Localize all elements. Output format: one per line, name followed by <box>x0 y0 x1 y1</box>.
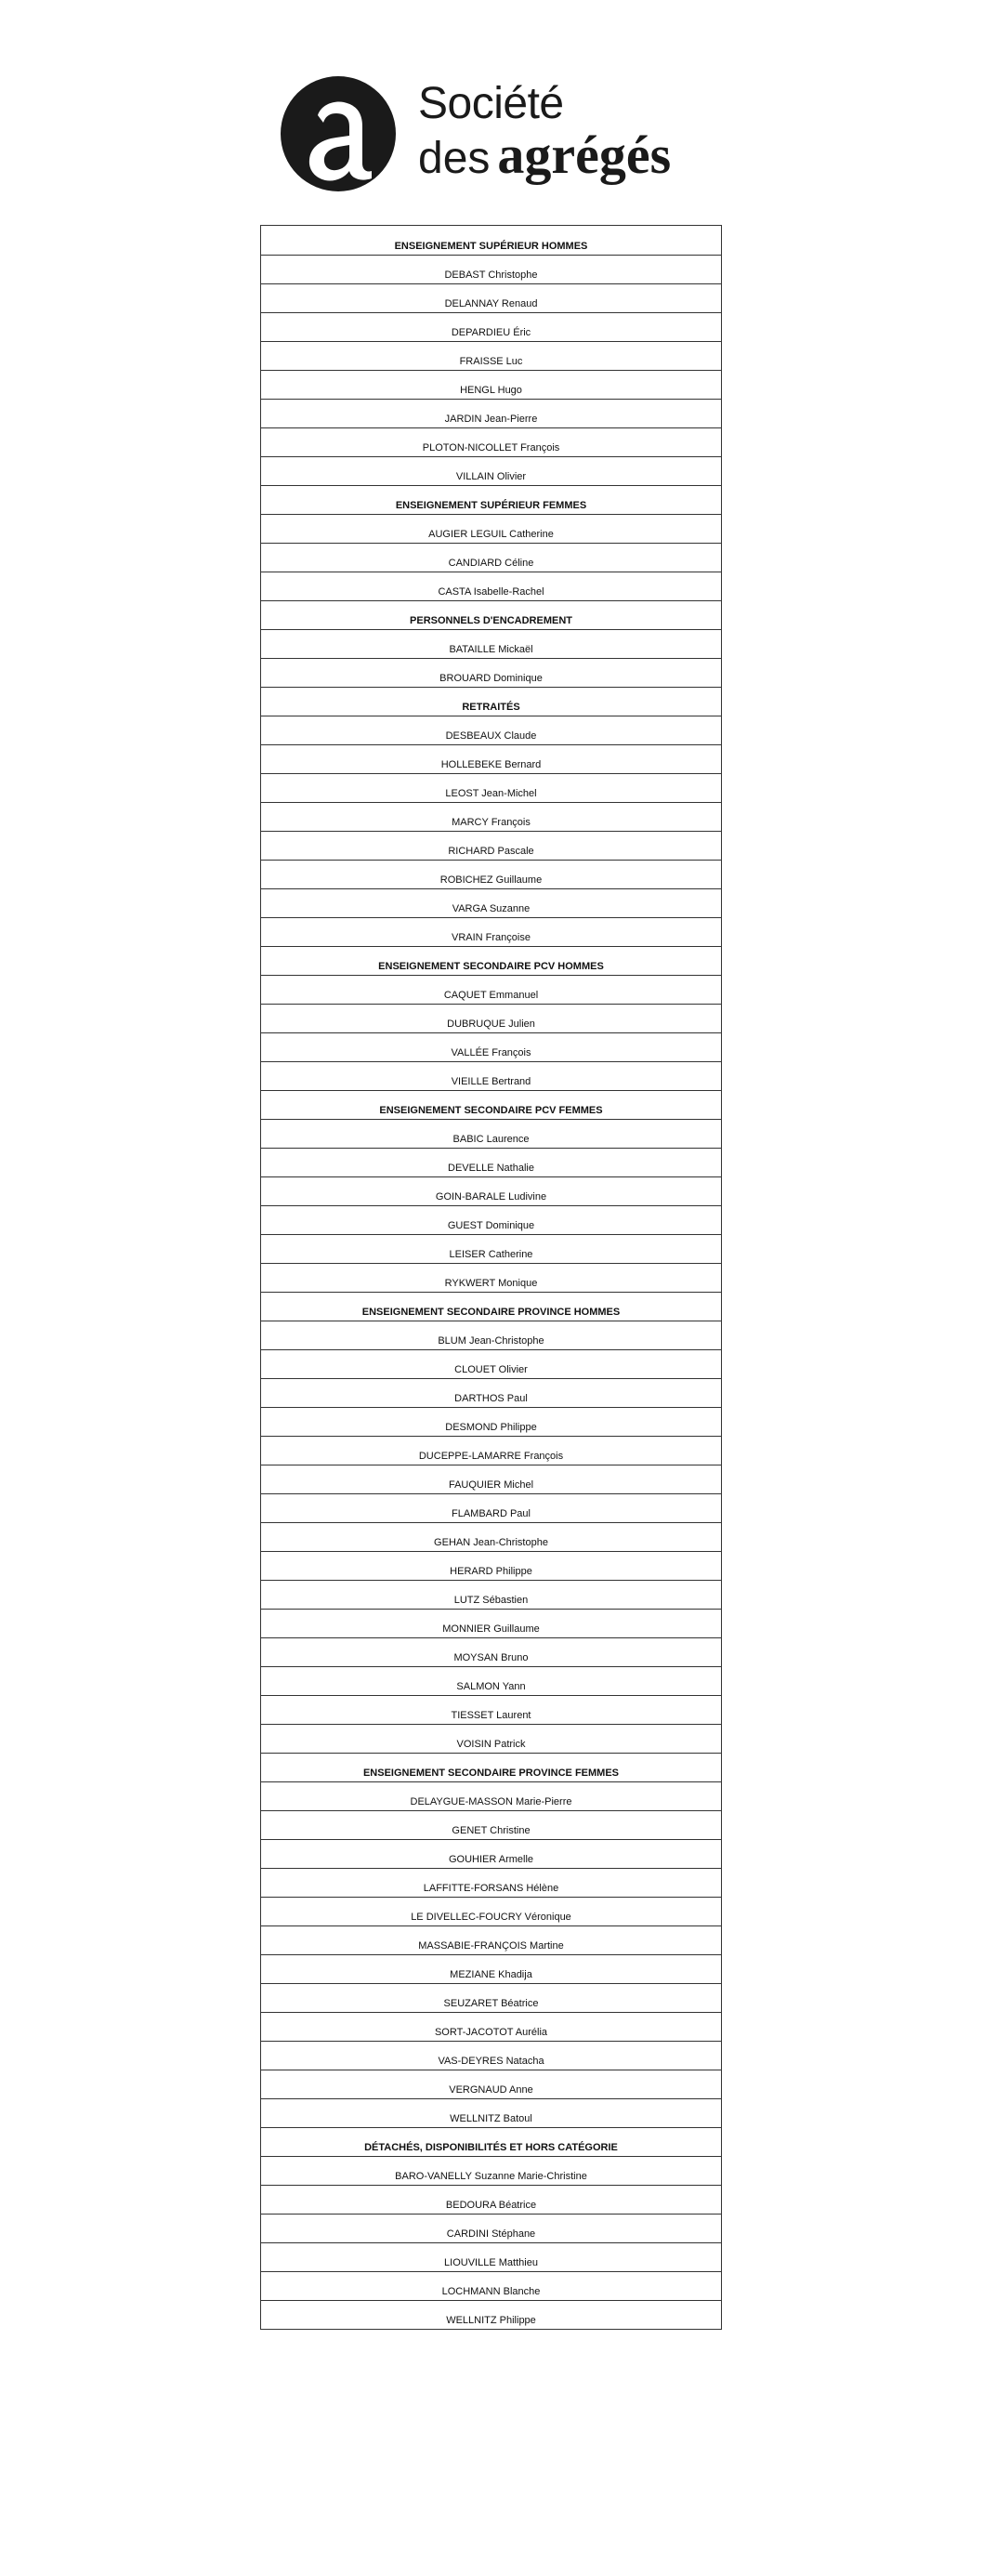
member-name-row: LAFFITTE-FORSANS Hélène <box>261 1868 721 1897</box>
member-name-row: GEHAN Jean-Christophe <box>261 1522 721 1551</box>
member-name-row: MEZIANE Khadija <box>261 1954 721 1983</box>
member-name-row: DESBEAUX Claude <box>261 716 721 744</box>
member-name-row: LOCHMANN Blanche <box>261 2271 721 2300</box>
member-name-row: BARO-VANELLY Suzanne Marie-Christine <box>261 2156 721 2185</box>
member-name-row: PLOTON-NICOLLET François <box>261 427 721 456</box>
member-name-row: DEPARDIEU Éric <box>261 312 721 341</box>
member-name-row: MOYSAN Bruno <box>261 1637 721 1666</box>
member-name-row: CARDINI Stéphane <box>261 2214 721 2242</box>
societe-des-agreges-logo <box>279 69 715 199</box>
member-name-row: DESMOND Philippe <box>261 1407 721 1436</box>
member-roster-table <box>260 225 722 2330</box>
member-name-row: LUTZ Sébastien <box>261 1580 721 1609</box>
member-name-row: BABIC Laurence <box>261 1119 721 1148</box>
member-name-row: RYKWERT Monique <box>261 1263 721 1292</box>
member-name-row: BLUM Jean-Christophe <box>261 1321 721 1349</box>
member-name-row: MONNIER Guillaume <box>261 1609 721 1637</box>
member-name-row: DELANNAY Renaud <box>261 283 721 312</box>
member-name-row: HERARD Philippe <box>261 1551 721 1580</box>
member-name-row: GUEST Dominique <box>261 1205 721 1234</box>
member-name-row: DUCEPPE-LAMARRE François <box>261 1436 721 1465</box>
member-name-row: SORT-JACOTOT Aurélia <box>261 2012 721 2041</box>
logo-wordmark <box>418 79 672 185</box>
member-name-row: DEVELLE Nathalie <box>261 1148 721 1176</box>
member-name-row: FAUQUIER Michel <box>261 1465 721 1493</box>
member-name-row: WELLNITZ Philippe <box>261 2300 721 2329</box>
member-name-row: LE DIVELLEC-FOUCRY Véronique <box>261 1897 721 1925</box>
member-name-row: BATAILLE Mickaël <box>261 629 721 658</box>
member-name-row: GOUHIER Armelle <box>261 1839 721 1868</box>
member-name-row: DELAYGUE-MASSON Marie-Pierre <box>261 1781 721 1810</box>
section-heading: DÉTACHÉS, DISPONIBILITÉS ET HORS CATÉGORIE <box>261 2127 721 2156</box>
section-heading: ENSEIGNEMENT SECONDAIRE PROVINCE HOMMES <box>261 1292 721 1321</box>
member-name-row: VILLAIN Olivier <box>261 456 721 485</box>
member-name-row: SALMON Yann <box>261 1666 721 1695</box>
member-name-row: CAQUET Emmanuel <box>261 975 721 1004</box>
logo-word-des: des <box>418 134 491 183</box>
member-name-row: DARTHOS Paul <box>261 1378 721 1407</box>
member-name-row: DUBRUQUE Julien <box>261 1004 721 1032</box>
member-name-row: AUGIER LEGUIL Catherine <box>261 514 721 543</box>
logo-a-emblem-icon <box>279 74 398 193</box>
member-name-row: WELLNITZ Batoul <box>261 2098 721 2127</box>
member-name-row: VERGNAUD Anne <box>261 2070 721 2098</box>
member-name-row: MASSABIE-FRANÇOIS Martine <box>261 1925 721 1954</box>
member-name-row: LEOST Jean-Michel <box>261 773 721 802</box>
section-heading: ENSEIGNEMENT SECONDAIRE PCV FEMMES <box>261 1090 721 1119</box>
member-name-row: JARDIN Jean-Pierre <box>261 399 721 427</box>
section-heading: ENSEIGNEMENT SECONDAIRE PCV HOMMES <box>261 946 721 975</box>
member-name-row: VAS-DEYRES Natacha <box>261 2041 721 2070</box>
member-name-row: GENET Christine <box>261 1810 721 1839</box>
section-heading: PERSONNELS D'ENCADREMENT <box>261 600 721 629</box>
member-name-row: CLOUET Olivier <box>261 1349 721 1378</box>
member-name-row: LIOUVILLE Matthieu <box>261 2242 721 2271</box>
logo-word-agreges: agrégés <box>497 125 672 185</box>
logo-word-societe: Société <box>418 79 564 128</box>
member-name-row: CANDIARD Céline <box>261 543 721 572</box>
member-name-row: TIESSET Laurent <box>261 1695 721 1724</box>
member-name-row: HENGL Hugo <box>261 370 721 399</box>
member-name-row: DEBAST Christophe <box>261 255 721 283</box>
member-name-row: LEISER Catherine <box>261 1234 721 1263</box>
member-name-row: SEUZARET Béatrice <box>261 1983 721 2012</box>
section-heading: RETRAITÉS <box>261 687 721 716</box>
member-name-row: VARGA Suzanne <box>261 888 721 917</box>
member-name-row: BROUARD Dominique <box>261 658 721 687</box>
member-name-row: VALLÉE François <box>261 1032 721 1061</box>
member-name-row: ROBICHEZ Guillaume <box>261 860 721 888</box>
logo-line-two <box>418 125 672 185</box>
member-name-row: MARCY François <box>261 802 721 831</box>
member-name-row: VRAIN Françoise <box>261 917 721 946</box>
member-name-row: GOIN-BARALE Ludivine <box>261 1176 721 1205</box>
member-name-row: HOLLEBEKE Bernard <box>261 744 721 773</box>
member-name-row: FRAISSE Luc <box>261 341 721 370</box>
member-name-row: VOISIN Patrick <box>261 1724 721 1753</box>
section-heading: ENSEIGNEMENT SUPÉRIEUR FEMMES <box>261 485 721 514</box>
member-name-row: RICHARD Pascale <box>261 831 721 860</box>
member-name-row: VIEILLE Bertrand <box>261 1061 721 1090</box>
section-heading: ENSEIGNEMENT SECONDAIRE PROVINCE FEMMES <box>261 1753 721 1781</box>
section-heading: ENSEIGNEMENT SUPÉRIEUR HOMMES <box>394 241 588 252</box>
member-name-row: FLAMBARD Paul <box>261 1493 721 1522</box>
member-name-row: BEDOURA Béatrice <box>261 2185 721 2214</box>
member-name-row: CASTA Isabelle-Rachel <box>261 572 721 600</box>
